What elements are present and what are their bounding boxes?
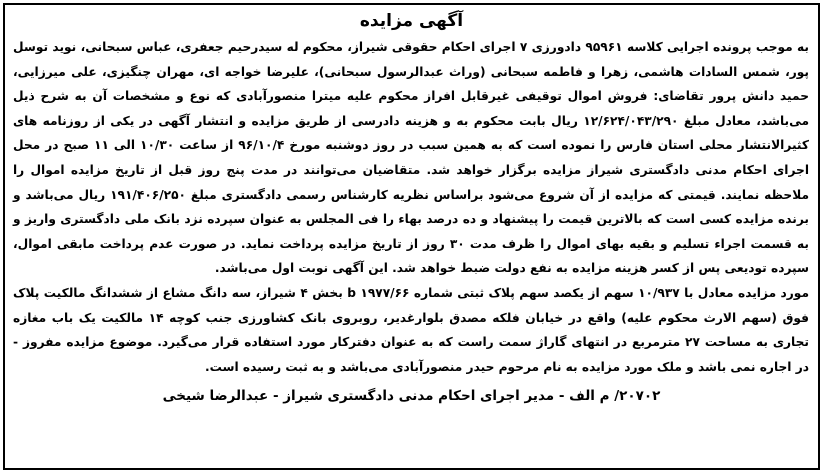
notice-signature: ۲۰۷۰۲/ م الف - مدیر اجرای احکام مدنی دادگستری شیراز - عبدالرضا شیخی xyxy=(162,388,661,405)
notice-paragraph-1: به موجب پرونده اجرایی کلاسه ۹۵۹۶۱ دادورزی ۷ اجرای احکام حقوقی شیراز، محکوم له سیدرحیم جعفری، عباس سبحانی، نوید توسل پور، شمس السادات هاشمی، زهرا و فاطمه سبحانی (وراث عبدالرسول سبحانی)، علیرضا خواجه ای، مهران چنگیزی، علی میرزایی، حمید دانش پرور تقاضای: فروش اموال توقیفی غیرقابل افراز محکوم علیه میترا منصورآبادی که نوع و مشخصات آن به شرح ذیل می‌باشد، معادل مبلغ ۱۲/۶۲۴/۰۴۳/۲۹۰ ریال بابت محکوم به و هزینه دادرسی از طریق مزایده و انتشار آگهی در یکی از روزنامه های کثیرالانتشار محلی استان فارس را نموده است که به همین سبب در روز دوشنبه مورخ ۹۶/۱۰/۴ از ساعت ۱۰/۳۰ الی ۱۱ صبح در محل اجرای احکام مدنی دادگستری شیراز مزایده برگزار خواهد شد. متقاضیان می‌توانند در مدت پنج روز قبل از تاریخ مزایده اموال را ملاحظه نمایند. قیمتی که مزایده از آن شروع می‌شود براساس نظریه کارشناس رسمی دادگستری مبلغ ۱۹۱/۴۰۶/۲۵۰ ریال می‌باشد و برنده مزایده کسی است که بالاترین قیمت را پیشنهاد و ده درصد بهاء را فی المجلس به عنوان سپرده نزد بانک ملی دادگستری واریز و به قسمت اجراء تسلیم و بقیه بهای اموال را ظرف مدت ۳۰ روز از تاریخ مزایده پرداخت نماید. در صورت عدم پرداخت مابقی اموال، سپرده تودیعی پس از کسر هزینه مزایده به نفع دولت ضبط خواهد شد. این آگهی نوبت اول می‌باشد. xyxy=(13,40,809,276)
notice-body xyxy=(5,35,818,379)
notice-title: آگهی مزایده xyxy=(359,11,464,31)
auction-notice xyxy=(3,3,820,470)
notice-paragraph-2: مورد مزایده معادل با ۱۰/۹۳۷ سهم از یکصد سهم پلاک ثبتی شماره b ۱۹۷۷/۶۶ بخش ۴ شیراز، سه دانگ مشاع از ششدانگ مالکیت پلاک فوق (سهم الارث محکوم علیه) واقع در خیابان فلکه مصدق بلوارغدیر، روبروی بانک کشاورزی جنب کوچه ۱۴ مالکیت یک باب مغازه تجاری به مساحت ۲۷ مترمربع در انتهای گاراژ سمت راست که به عنوان دفترکار مورد استفاده قرار می‌گیرد. موضوع مزایده مفروز - در اجاره نمی باشد و ملک مورد مزایده به نام مرحوم حیدر منصورآبادی می‌باشد و به ثبت رسیده است. xyxy=(13,285,809,374)
